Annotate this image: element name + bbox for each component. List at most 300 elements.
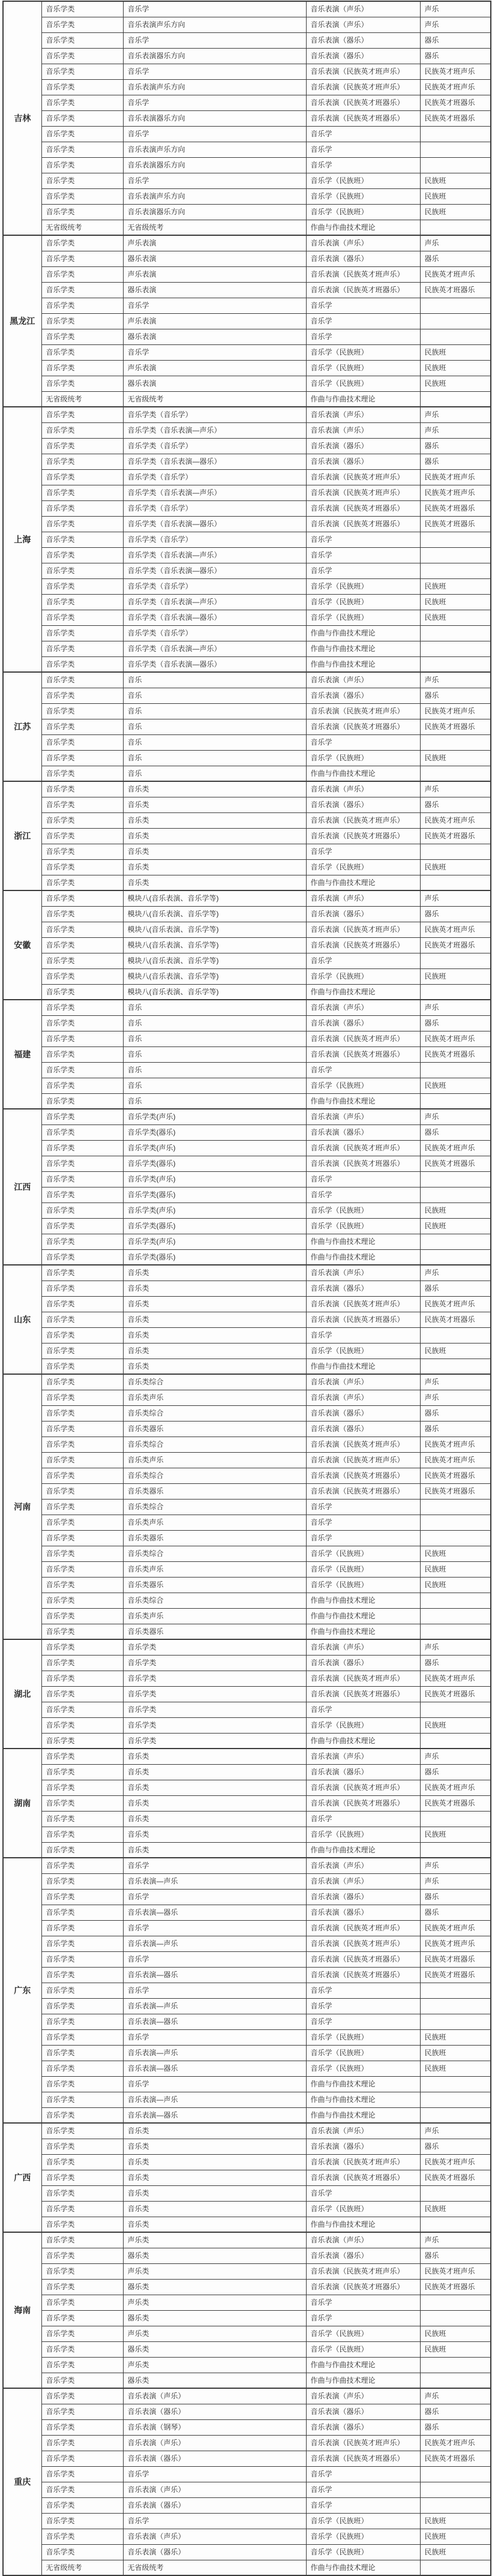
exam-category-cell: 音乐学类 [41,2326,123,2341]
provincial-exam-major-cell: 声乐表演 [123,313,306,329]
direction-cell: 器乐 [420,2248,491,2263]
provincial-exam-major-cell: 音乐学类 [123,1671,306,1686]
provincial-exam-major-cell: 音乐类器乐 [123,1577,306,1593]
school-major-cell: 音乐学（民族班） [306,376,420,391]
school-major-cell: 音乐表演（声乐） [306,235,420,251]
school-major-cell: 作曲与作曲技术理论 [306,984,420,1000]
school-major-cell: 音乐表演（民族英才班器乐） [306,1951,420,1967]
direction-cell: 民族班 [420,188,491,204]
table-row [3,625,491,641]
direction-cell [420,1624,491,1639]
table-row [3,126,491,142]
provincial-exam-major-cell: 音乐学类 [123,1686,306,1702]
exam-category-cell: 音乐学类 [41,95,123,110]
provincial-exam-major-cell: 音乐表演—器乐 [123,2061,306,2076]
school-major-cell: 音乐学（民族班） [306,750,420,766]
school-major-cell: 音乐学 [306,547,420,563]
direction-cell: 民族英才班声乐 [420,1452,491,1468]
exam-category-cell: 音乐学类 [41,2045,123,2061]
provincial-exam-major-cell: 音乐类 [123,1280,306,1296]
direction-cell: 民族英才班声乐 [420,1920,491,1936]
provincial-exam-major-cell: 声乐类 [123,2357,306,2373]
exam-category-cell: 音乐学类 [41,1546,123,1561]
direction-cell: 民族英才班声乐 [420,469,491,485]
direction-cell: 民族英才班声乐 [420,485,491,500]
direction-cell: 民族班 [420,1218,491,1234]
school-major-cell: 音乐表演（器乐） [306,32,420,48]
direction-cell [420,157,491,173]
school-major-cell: 音乐学（民族班） [306,859,420,875]
exam-category-cell: 音乐学类 [41,110,123,126]
provincial-exam-major-cell: 模块八(音乐表演、音乐学等) [123,890,306,906]
provincial-exam-major-cell: 音乐学 [123,173,306,188]
table-row [3,2092,491,2107]
provincial-exam-major-cell: 声乐类 [123,2232,306,2248]
direction-cell: 民族班 [420,1561,491,1577]
table-row [3,1156,491,1171]
provincial-exam-major-cell: 音乐学类（音乐表演—器乐） [123,656,306,672]
table-row [3,220,491,235]
table-row [3,32,491,48]
school-major-cell: 音乐表演（器乐） [306,2248,420,2263]
direction-cell: 民族英才班器乐 [420,828,491,844]
exam-category-cell: 音乐学类 [41,64,123,79]
direction-cell: 器乐 [420,2404,491,2419]
direction-cell: 民族班 [420,1343,491,1359]
provincial-exam-major-cell: 音乐类 [123,1827,306,1842]
school-major-cell: 作曲与作曲技术理论 [306,625,420,641]
table-row [3,1795,491,1811]
table-row [3,2014,491,2029]
exam-category-cell: 音乐学类 [41,1608,123,1624]
direction-cell: 民族英才班声乐 [420,703,491,719]
table-row [3,1889,491,1905]
table-row [3,1000,491,1015]
school-major-cell: 音乐表演（民族英才班声乐） [306,1437,420,1452]
school-major-cell: 音乐学 [306,2466,420,2482]
direction-cell: 民族班 [420,1827,491,1842]
exam-category-cell: 音乐学类 [41,672,123,688]
school-major-cell: 音乐学（民族班） [306,594,420,610]
exam-category-cell: 音乐学类 [41,1858,123,1873]
exam-category-cell: 音乐学类 [41,1639,123,1655]
table-row [3,2217,491,2232]
provincial-exam-major-cell: 音乐表演—声乐 [123,1998,306,2014]
school-major-cell: 音乐学（民族班） [306,173,420,188]
exam-category-cell: 音乐学类 [41,1873,123,1889]
provincial-exam-major-cell: 音乐 [123,688,306,703]
direction-cell [420,656,491,672]
exam-category-cell: 音乐学类 [41,32,123,48]
direction-cell [420,953,491,968]
exam-category-cell: 音乐学类 [41,1187,123,1202]
provincial-exam-major-cell: 音乐表演—声乐 [123,2092,306,2107]
direction-cell [420,1702,491,1717]
exam-category-cell: 音乐学类 [41,1109,123,1124]
direction-cell: 声乐 [420,422,491,438]
direction-cell [420,1359,491,1374]
school-major-cell: 音乐表演（器乐） [306,1124,420,1140]
table-row [3,2435,491,2451]
table-row [3,1717,491,1733]
exam-category-cell: 音乐学类 [41,282,123,298]
exam-category-cell: 音乐学类 [41,1936,123,1951]
exam-category-cell: 音乐学类 [41,766,123,781]
direction-cell [420,625,491,641]
school-major-cell: 音乐表演（民族英才班声乐） [306,2154,420,2170]
school-major-cell: 音乐表演（器乐） [306,906,420,922]
table-row [3,2185,491,2201]
table-row [3,235,491,251]
direction-cell: 器乐 [420,1405,491,1421]
table-row [3,2497,491,2513]
provincial-exam-major-cell: 音乐 [123,1093,306,1109]
provincial-exam-major-cell: 音乐学类(声乐) [123,1140,306,1156]
direction-cell: 民族班 [420,1577,491,1593]
provincial-exam-major-cell: 音乐学 [123,1920,306,1936]
exam-category-cell: 音乐学类 [41,2279,123,2295]
provincial-exam-major-cell: 声乐表演 [123,235,306,251]
direction-cell [420,1608,491,1624]
provincial-exam-major-cell: 器乐表演 [123,282,306,298]
direction-cell: 民族班 [420,376,491,391]
exam-category-cell: 音乐学类 [41,1515,123,1530]
school-major-cell: 音乐学（民族班） [306,204,420,220]
table-row [3,812,491,828]
school-major-cell: 音乐学（民族班） [306,2061,420,2076]
table-row [3,1655,491,1671]
provincial-exam-major-cell: 音乐表演（声乐） [123,2482,306,2497]
direction-cell [420,1983,491,1998]
provincial-exam-major-cell: 音乐类 [123,1780,306,1795]
school-major-cell: 音乐表演（民族英才班声乐） [306,2435,420,2451]
provincial-exam-major-cell: 音乐类 [123,797,306,812]
table-row [3,2295,491,2310]
table-row [3,2529,491,2544]
provincial-exam-major-cell: 音乐类 [123,875,306,890]
school-major-cell: 音乐表演（声乐） [306,1858,420,1873]
exam-category-cell: 音乐学类 [41,2076,123,2092]
school-major-cell: 音乐学 [306,1811,420,1827]
table-row [3,2419,491,2435]
province-cell: 江苏 [3,672,41,781]
provincial-exam-major-cell: 音乐类器乐 [123,1421,306,1437]
direction-cell: 民族英才班器乐 [420,282,491,298]
direction-cell: 民族英才班声乐 [420,1140,491,1156]
exam-category-cell: 音乐学类 [41,298,123,313]
table-row [3,2482,491,2497]
provincial-exam-major-cell: 音乐表演—声乐 [123,1873,306,1889]
school-major-cell: 音乐学（民族班） [306,578,420,594]
exam-category-cell: 音乐学类 [41,2357,123,2373]
table-row [3,1109,491,1124]
table-row [3,313,491,329]
school-major-cell: 音乐表演（民族英才班声乐） [306,812,420,828]
school-major-cell: 音乐表演（声乐） [306,781,420,797]
table-row [3,578,491,594]
direction-cell: 器乐 [420,1655,491,1671]
direction-cell [420,313,491,329]
exam-category-cell: 音乐学类 [41,1421,123,1437]
direction-cell: 民族班 [420,859,491,875]
school-major-cell: 音乐表演（民族英才班器乐） [306,1468,420,1483]
school-major-cell: 音乐表演（民族英才班声乐） [306,485,420,500]
table-row [3,1312,491,1327]
direction-cell [420,126,491,142]
table-row [3,1296,491,1312]
table-row [3,1343,491,1359]
direction-cell: 民族班 [420,610,491,625]
exam-category-cell: 音乐学类 [41,1327,123,1343]
table-row [3,2170,491,2185]
direction-cell: 民族班 [420,204,491,220]
exam-category-cell: 音乐学类 [41,532,123,547]
exam-category-cell: 音乐学类 [41,485,123,500]
direction-cell [420,220,491,235]
school-major-cell: 音乐学 [306,298,420,313]
provincial-exam-major-cell: 音乐表演（器乐） [123,2544,306,2560]
provincial-exam-major-cell: 音乐学类(器乐) [123,1124,306,1140]
provincial-exam-major-cell: 音乐学类（音乐学） [123,407,306,422]
direction-cell: 声乐 [420,2123,491,2139]
direction-cell: 民族班 [420,344,491,360]
exam-category-cell: 音乐学类 [41,2107,123,2123]
direction-cell: 声乐 [420,17,491,32]
provincial-exam-major-cell: 音乐类 [123,2217,306,2232]
direction-cell: 声乐 [420,1858,491,1873]
direction-cell: 民族英才班声乐 [420,922,491,937]
province-cell: 重庆 [3,2388,41,2575]
direction-cell: 器乐 [420,438,491,454]
table-row [3,641,491,656]
direction-cell [420,2560,491,2575]
table-row [3,1437,491,1452]
table-row [3,1827,491,1842]
exam-category-cell: 音乐学类 [41,1249,123,1265]
exam-category-cell: 音乐学类 [41,1078,123,1093]
provincial-exam-major-cell: 音乐学 [123,1889,306,1905]
table-row [3,1187,491,1202]
exam-category-cell: 音乐学类 [41,1842,123,1858]
exam-category-cell: 音乐学类 [41,1359,123,1374]
direction-cell [420,2482,491,2497]
school-major-cell: 音乐学 [306,532,420,547]
school-major-cell: 音乐学 [306,1515,420,1530]
table-row [3,1936,491,1951]
exam-category-cell: 音乐学类 [41,235,123,251]
exam-category-cell: 音乐学类 [41,1577,123,1593]
table-row [3,922,491,937]
exam-category-cell: 音乐学类 [41,1093,123,1109]
direction-cell: 民族班 [420,1078,491,1093]
provincial-exam-major-cell: 音乐学 [123,2076,306,2092]
provincial-exam-major-cell: 音乐学类（音乐表演—器乐） [123,454,306,469]
school-major-cell: 音乐表演（民族英才班声乐） [306,79,420,95]
exam-category-cell: 音乐学类 [41,1140,123,1156]
direction-cell: 民族英才班声乐 [420,1671,491,1686]
school-major-cell: 音乐学（民族班） [306,344,420,360]
school-major-cell: 音乐表演（声乐） [306,422,420,438]
school-major-cell: 作曲与作曲技术理论 [306,766,420,781]
table-row [3,469,491,485]
table-row [3,1593,491,1608]
provincial-exam-major-cell: 音乐学 [123,344,306,360]
provincial-exam-major-cell: 无省级统考 [123,391,306,407]
provincial-exam-major-cell: 音乐学类 [123,1702,306,1717]
direction-cell: 声乐 [420,1374,491,1390]
provincial-exam-major-cell: 音乐表演—器乐 [123,1905,306,1920]
table-row [3,1202,491,1218]
table-row [3,1234,491,1249]
exam-category-cell: 音乐学类 [41,1889,123,1905]
direction-cell: 民族英才班器乐 [420,95,491,110]
direction-cell: 民族班 [420,2029,491,2045]
direction-cell: 民族英才班器乐 [420,1795,491,1811]
provincial-exam-major-cell: 音乐表演器乐方向 [123,157,306,173]
province-cell: 湖北 [3,1639,41,1749]
table-row [3,454,491,469]
school-major-cell: 音乐学（民族班） [306,2341,420,2357]
school-major-cell: 作曲与作曲技术理论 [306,2357,420,2373]
direction-cell [420,1093,491,1109]
direction-cell: 器乐 [420,797,491,812]
direction-cell: 民族英才班器乐 [420,1156,491,1171]
table-row [3,1686,491,1702]
school-major-cell: 音乐学 [306,1062,420,1078]
exam-category-cell: 音乐学类 [41,2497,123,2513]
school-major-cell: 音乐表演（民族英才班器乐） [306,1483,420,1499]
direction-cell [420,2466,491,2482]
direction-cell: 民族英才班器乐 [420,2170,491,2185]
provincial-exam-major-cell: 音乐类 [123,812,306,828]
provincial-exam-major-cell: 音乐类 [123,859,306,875]
exam-category-cell: 音乐学类 [41,1920,123,1936]
school-major-cell: 音乐表演（民族英才班器乐） [306,1312,420,1327]
exam-category-cell: 音乐学类 [41,2295,123,2310]
direction-cell [420,391,491,407]
provincial-exam-major-cell: 音乐 [123,703,306,719]
direction-cell [420,984,491,1000]
school-major-cell: 音乐学 [306,2310,420,2326]
provincial-exam-major-cell: 音乐类综合 [123,1593,306,1608]
direction-cell: 声乐 [420,407,491,422]
school-major-cell: 作曲与作曲技术理论 [306,2092,420,2107]
table-row [3,1468,491,1483]
exam-category-cell: 音乐学类 [41,984,123,1000]
school-major-cell: 作曲与作曲技术理论 [306,2076,420,2092]
table-row [3,1499,491,1515]
school-major-cell: 音乐表演（民族英才班器乐） [306,1795,420,1811]
provincial-exam-major-cell: 音乐类综合 [123,1374,306,1390]
school-major-cell: 作曲与作曲技术理论 [306,1234,420,1249]
table-row [3,1905,491,1920]
school-major-cell: 音乐学 [306,563,420,578]
direction-cell: 民族英才班器乐 [420,1967,491,1983]
school-major-cell: 音乐表演（民族英才班器乐） [306,937,420,953]
direction-cell [420,1171,491,1187]
direction-cell: 民族班 [420,1717,491,1733]
school-major-cell: 音乐表演（声乐） [306,2232,420,2248]
school-major-cell: 音乐学（民族班） [306,2029,420,2045]
school-major-cell: 音乐表演（民族英才班声乐） [306,1920,420,1936]
provincial-exam-major-cell: 音乐学类（音乐学） [123,625,306,641]
exam-category-cell: 音乐学类 [41,1780,123,1795]
exam-category-cell: 音乐学类 [41,2529,123,2544]
school-major-cell: 音乐学（民族班） [306,1561,420,1577]
table-row [3,2154,491,2170]
table-row [3,688,491,703]
exam-category-cell: 音乐学类 [41,875,123,890]
province-cell: 福建 [3,1000,41,1109]
table-row [3,2107,491,2123]
direction-cell [420,641,491,656]
school-major-cell: 音乐表演（民族英才班器乐） [306,1156,420,1171]
direction-cell: 声乐 [420,1,491,17]
provincial-exam-major-cell: 器乐表演 [123,329,306,344]
direction-cell [420,2357,491,2373]
school-major-cell: 音乐学 [306,844,420,859]
direction-cell [420,1187,491,1202]
provincial-exam-major-cell: 音乐类综合 [123,1499,306,1515]
direction-cell [420,2076,491,2092]
school-major-cell: 音乐表演（器乐） [306,1015,420,1031]
exam-category-cell: 音乐学类 [41,688,123,703]
exam-category-cell: 音乐学类 [41,2482,123,2497]
provincial-exam-major-cell: 音乐类 [123,1795,306,1811]
exam-category-cell: 音乐学类 [41,1733,123,1749]
provincial-exam-major-cell: 音乐类 [123,828,306,844]
provincial-exam-major-cell: 音乐学类（音乐表演—声乐） [123,485,306,500]
direction-cell: 声乐 [420,781,491,797]
provincial-exam-major-cell: 音乐类 [123,1749,306,1764]
province-cell: 湖南 [3,1749,41,1858]
table-row [3,984,491,1000]
direction-cell [420,875,491,890]
exam-category-cell: 无省级统考 [41,2560,123,2575]
exam-category-cell: 音乐学类 [41,719,123,734]
exam-category-cell: 音乐学类 [41,2061,123,2076]
direction-cell [420,547,491,563]
direction-cell: 声乐 [420,1639,491,1655]
table-row [3,2341,491,2357]
table-row [3,79,491,95]
direction-cell: 民族英才班器乐 [420,1468,491,1483]
school-major-cell: 作曲与作曲技术理论 [306,656,420,672]
table-row [3,1046,491,1062]
provincial-exam-major-cell: 音乐学类(器乐) [123,1249,306,1265]
school-major-cell: 音乐表演（声乐） [306,2388,420,2404]
exam-category-cell: 音乐学类 [41,859,123,875]
exam-category-cell: 音乐学类 [41,2373,123,2388]
table-row [3,438,491,454]
school-major-cell: 音乐表演（声乐） [306,890,420,906]
provincial-exam-major-cell: 音乐学 [123,2513,306,2529]
direction-cell: 声乐 [420,1749,491,1764]
school-major-cell: 作曲与作曲技术理论 [306,220,420,235]
direction-cell: 民族班 [420,1202,491,1218]
provincial-exam-major-cell: 音乐学类（音乐学） [123,532,306,547]
school-major-cell: 音乐学（民族班） [306,1202,420,1218]
exam-category-cell: 音乐学类 [41,750,123,766]
exam-category-cell: 音乐学类 [41,251,123,266]
school-major-cell: 音乐学 [306,2185,420,2201]
provincial-exam-major-cell: 音乐 [123,1031,306,1046]
direction-cell: 民族英才班器乐 [420,2451,491,2466]
direction-cell [420,1234,491,1249]
exam-category-cell: 音乐学类 [41,1795,123,1811]
school-major-cell: 音乐表演（民族英才班声乐） [306,1671,420,1686]
table-row [3,17,491,32]
